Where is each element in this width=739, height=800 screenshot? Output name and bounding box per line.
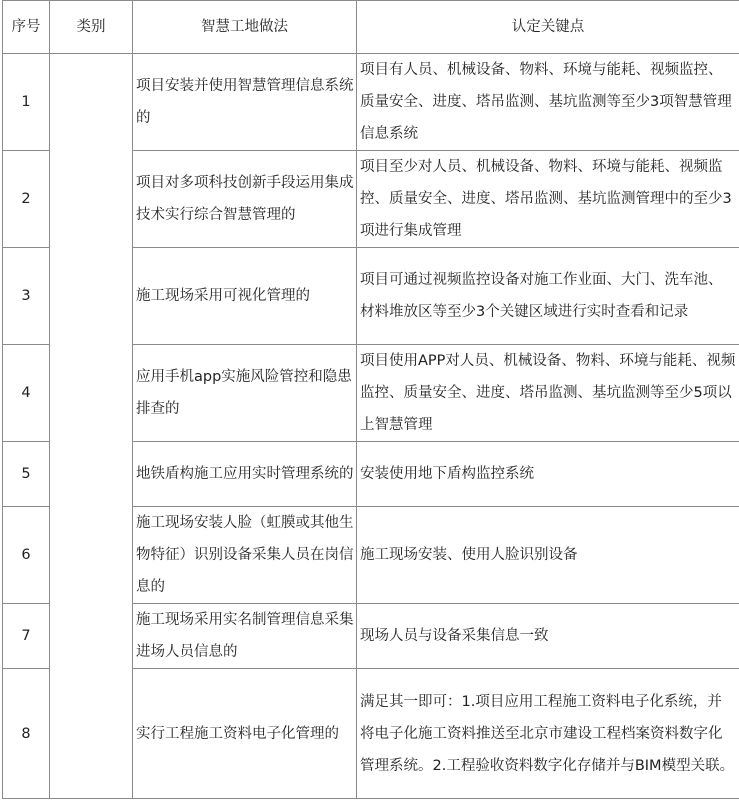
header-practice: 智慧工地做法 bbox=[133, 1, 357, 54]
row-key-point: 施工现场安装、使用人脸识别设备 bbox=[357, 507, 739, 604]
row-key-point: 项目可通过视频监控设备对施工作业面、大门、洗车池、材料堆放区等至少3个关键区域进行实时查看和记录 bbox=[357, 248, 739, 345]
category-cell bbox=[50, 54, 133, 799]
smart-site-table bbox=[2, 0, 739, 799]
row-key-point: 项目至少对人员、机械设备、物料、环境与能耗、视频监控、质量安全、进度、塔吊监测、基坑监测管理中的至少3项进行集成管理 bbox=[357, 151, 739, 248]
header-key-point: 认定关键点 bbox=[357, 1, 739, 54]
row-key-point: 项目使用APP对人员、机械设备、物料、环境与能耗、视频监控、质量安全、进度、塔吊监测、基坑监测等至少5项以上智慧管理 bbox=[357, 345, 739, 442]
row-number: 1 bbox=[3, 54, 50, 151]
row-practice: 项目安装并使用智慧管理信息系统的 bbox=[133, 54, 357, 151]
header-number: 序号 bbox=[3, 1, 50, 54]
row-practice: 施工现场采用实名制管理信息采集进场人员信息的 bbox=[133, 604, 357, 669]
row-practice: 地铁盾构施工应用实时管理系统的 bbox=[133, 442, 357, 507]
row-key-point: 安装使用地下盾构监控系统 bbox=[357, 442, 739, 507]
row-practice: 应用手机app实施风险管控和隐患排查的 bbox=[133, 345, 357, 442]
row-number: 4 bbox=[3, 345, 50, 442]
table-row bbox=[3, 54, 739, 151]
row-key-point: 满足其一即可：1.项目应用工程施工资料电子化系统，并将电子化施工资料推送至北京市建设工程档案资料数字化管理系统。2.工程验收资料数字化存储并与BIM模型关联。 bbox=[357, 669, 739, 799]
row-number: 7 bbox=[3, 604, 50, 669]
row-number: 6 bbox=[3, 507, 50, 604]
table-header-row bbox=[3, 1, 739, 54]
row-practice: 施工现场安装人脸（虹膜或其他生物特征）识别设备采集人员在岗信息的 bbox=[133, 507, 357, 604]
row-practice: 施工现场采用可视化管理的 bbox=[133, 248, 357, 345]
row-number: 3 bbox=[3, 248, 50, 345]
row-number: 5 bbox=[3, 442, 50, 507]
row-number: 8 bbox=[3, 669, 50, 799]
row-practice: 项目对多项科技创新手段运用集成技术实行综合智慧管理的 bbox=[133, 151, 357, 248]
row-number: 2 bbox=[3, 151, 50, 248]
row-practice: 实行工程施工资料电子化管理的 bbox=[133, 669, 357, 799]
row-key-point: 现场人员与设备采集信息一致 bbox=[357, 604, 739, 669]
header-category: 类别 bbox=[50, 1, 133, 54]
row-key-point: 项目有人员、机械设备、物料、环境与能耗、视频监控、质量安全、进度、塔吊监测、基坑监测等至少3项智慧管理信息系统 bbox=[357, 54, 739, 151]
